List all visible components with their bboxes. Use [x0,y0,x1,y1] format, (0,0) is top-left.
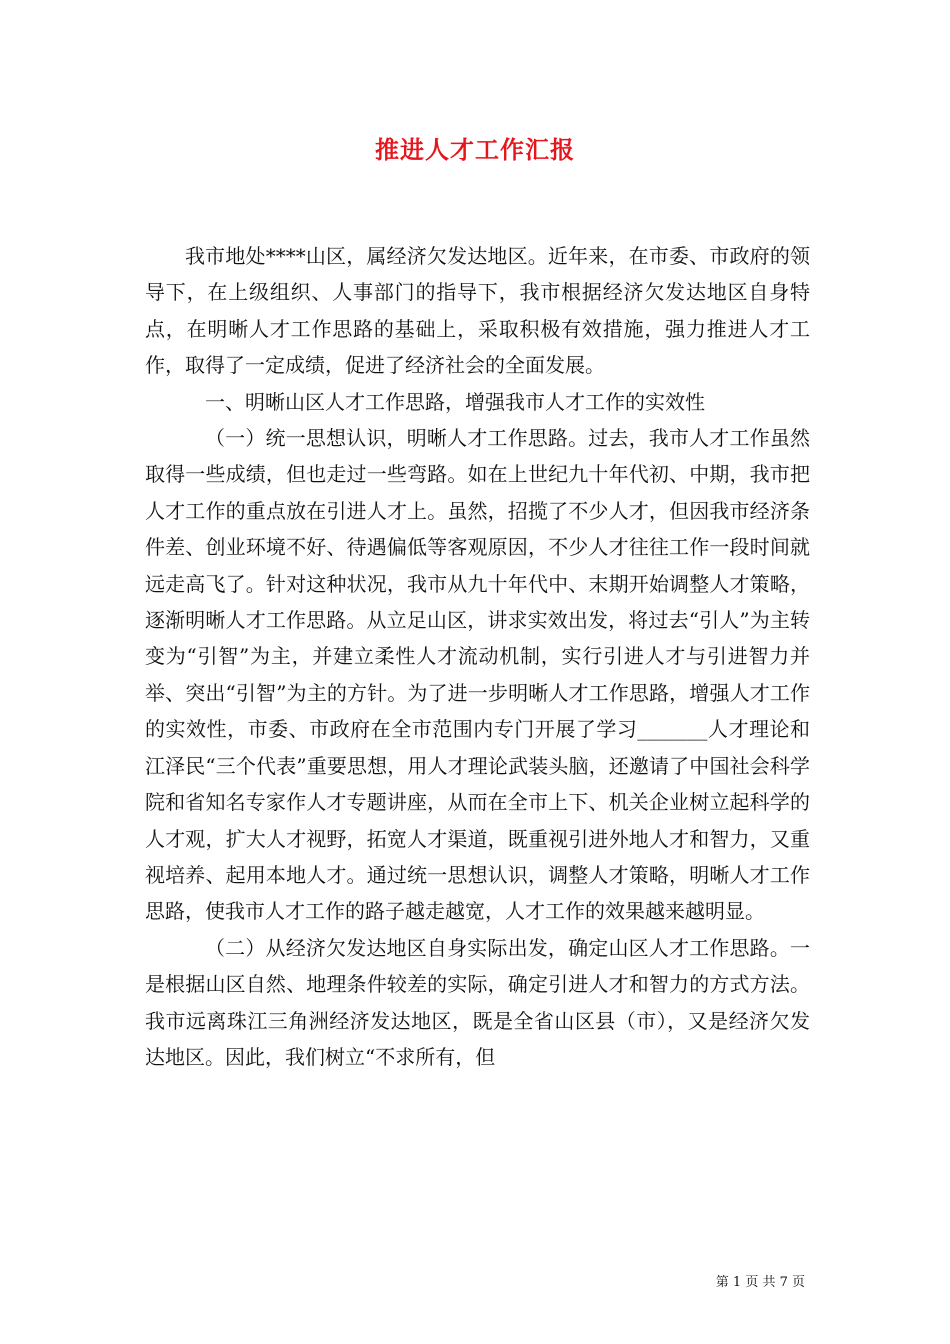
paragraph-intro: 我市地处****山区，属经济欠发达地区。近年来，在市委、市政府的领导下，在上级组织、人事部门的指导下，我市根据经济欠发达地区自身特点，在明晰人才工作思路的基础上，采取积极有效措施，强力推进人才工作，取得了一定成绩，促进了经济社会的全面发展。 [145,244,810,378]
section-heading-1: 一、明晰山区人才工作思路，增强我市人才工作的实效性 [205,389,705,414]
paragraph-section-1-1: （一）统一思想认识，明晰人才工作思路。过去，我市人才工作虽然取得一些成绩，但也走过一些弯路。如在上世纪九十年代初、中期，我市把人才工作的重点放在引进人才上。虽然，招揽了不少人才，但因我市经济条件差、创业环境不好、待遇偏低等客观原因，不少人才往往工作一段时间就远走高飞了。针对这种状况，我市从九十年代中、末期开始调整人才策略，逐渐明晰人才工作思路。从立足山区，讲求实效出发，将过去“引人”为主转变为“引智”为主，并建立柔性人才流动机制，实行引进人才与引进智力并举、突出“引智”为主的方针。为了进一步明晰人才工作思路，增强人才工作的实效性，市委、市政府在全市范围内专门开展了学习_______人才理论和江泽民“三个代表”重要思想，用人才理论武装头脑，还邀请了中国社会科学院和省知名专家作人才专题讲座，从而在全市上下、机关企业树立起科学的人才观，扩大人才视野，拓宽人才渠道，既重视引进外地人才和智力，又重视培养、起用本地人才。通过统一思想认识，调整人才策略，明晰人才工作思路，使我市人才工作的路子越走越宽，人才工作的效果越来越明显。 [145,426,810,924]
paragraph-section-1-2: （二）从经济欠发达地区自身实际出发，确定山区人才工作思路。一是根据山区自然、地理条件较差的实际，确定引进人才和智力的方式方法。我市远离珠江三角洲经济发达地区，既是全省山区县（市），又是经济欠发达地区。因此，我们树立“不求所有，但 [145,935,810,1069]
page-title: 推进人才工作汇报 [375,135,575,164]
document-body [145,238,810,1075]
page-number: 第 1 页 共 7 页 [715,1275,805,1290]
